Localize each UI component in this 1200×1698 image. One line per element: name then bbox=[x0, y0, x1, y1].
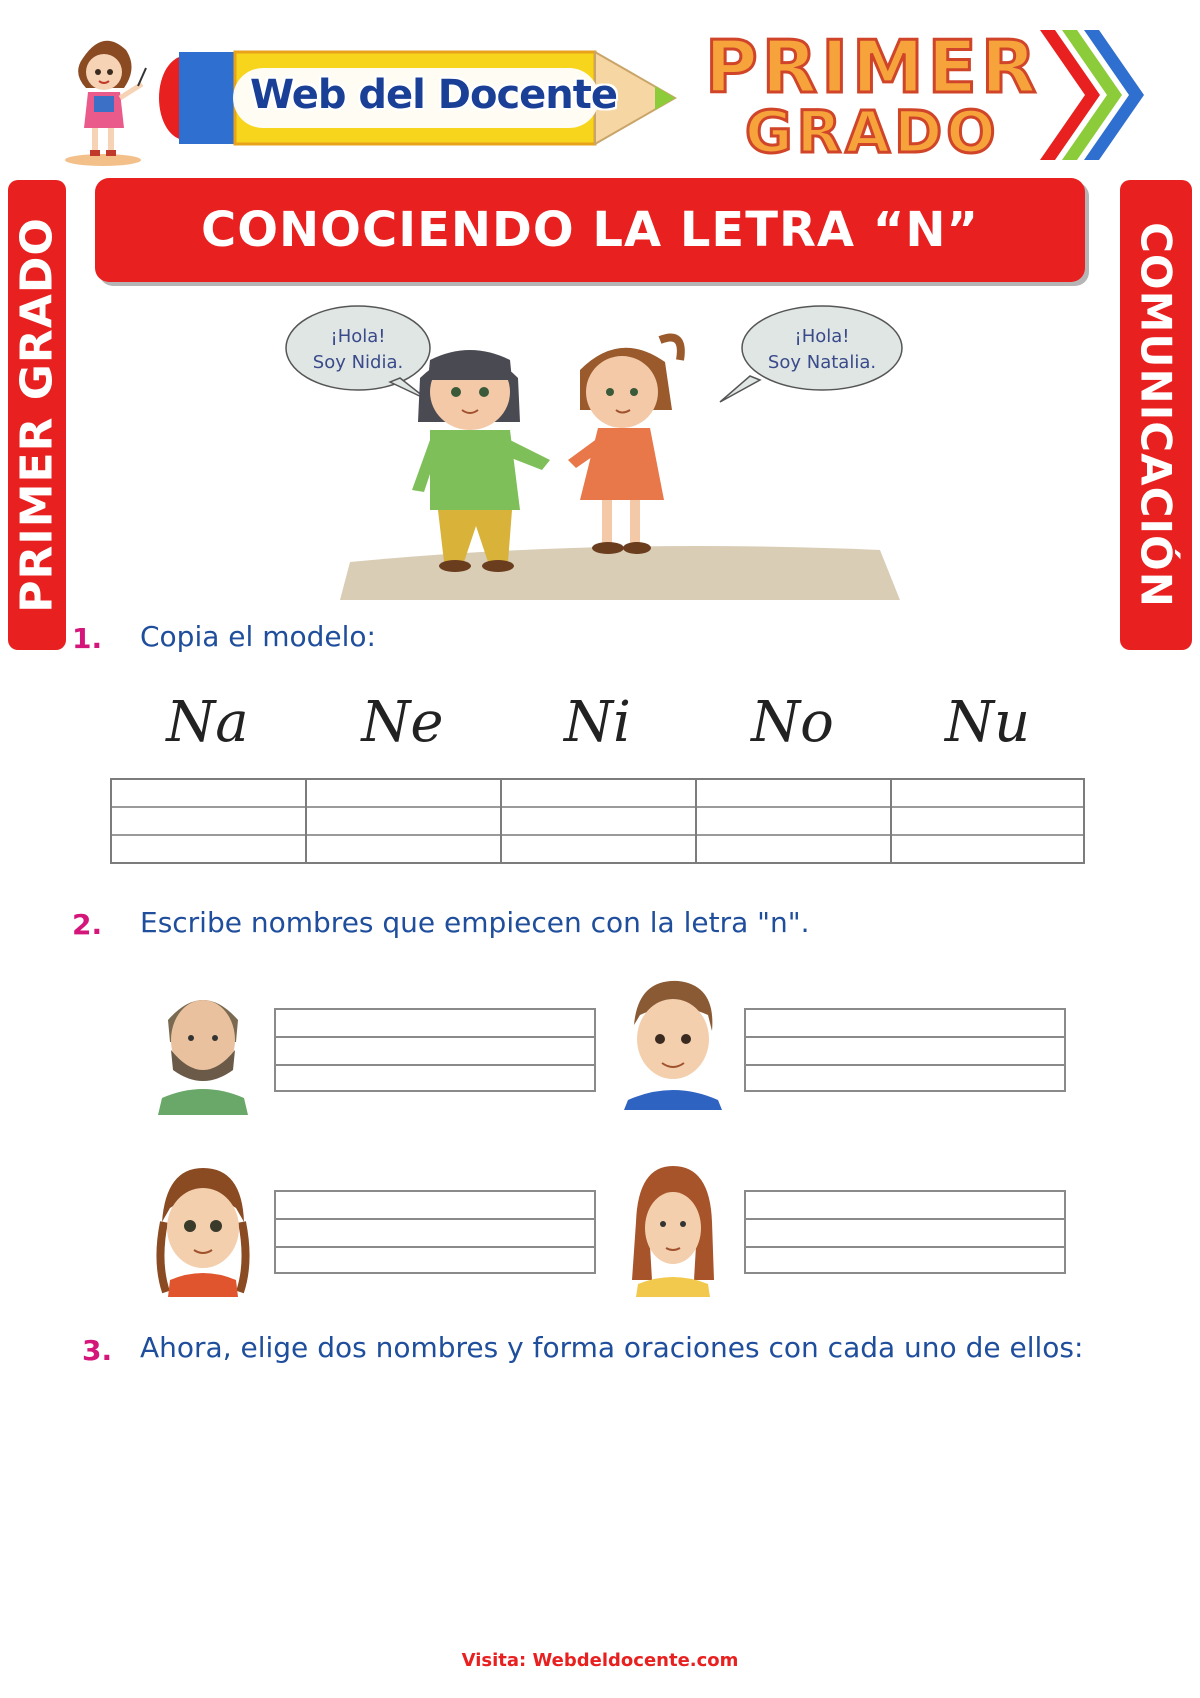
title-banner bbox=[95, 178, 1085, 282]
question-3-text: Ahora, elige dos nombres y forma oraciones con cada uno de ellos: bbox=[140, 1331, 1084, 1364]
writing-line bbox=[746, 1218, 1064, 1220]
copy-writing-grid[interactable] bbox=[110, 778, 1085, 864]
model-syllable-no: No bbox=[751, 690, 834, 755]
grid-divider bbox=[890, 780, 892, 862]
writing-line bbox=[746, 1246, 1064, 1248]
boy-face-illustration bbox=[618, 975, 728, 1110]
writing-line bbox=[276, 1036, 594, 1038]
writing-line bbox=[746, 1036, 1064, 1038]
side-label-subject-text: COMUNICACIÓN bbox=[1131, 222, 1181, 608]
nidia-figure bbox=[412, 350, 550, 572]
grade-label-grado: GRADO bbox=[745, 98, 1000, 166]
question-2-number: 2. bbox=[72, 908, 103, 941]
question-1-text: Copia el modelo: bbox=[140, 620, 376, 653]
writing-line bbox=[276, 1064, 594, 1066]
grid-divider bbox=[500, 780, 502, 862]
girl-long-hair-face-illustration bbox=[618, 1162, 728, 1297]
side-label-grade-text: PRIMER GRADO bbox=[11, 217, 63, 613]
speech-bubble-nidia bbox=[286, 306, 430, 390]
writing-line bbox=[276, 1246, 594, 1248]
name-writing-lines-1[interactable] bbox=[274, 1008, 596, 1092]
writing-line bbox=[276, 1218, 594, 1220]
question-3-number: 3. bbox=[82, 1334, 113, 1367]
side-label-grade bbox=[8, 180, 66, 650]
grid-line bbox=[112, 834, 1083, 836]
girl-braids-face-illustration bbox=[148, 1162, 258, 1297]
grade-label-primer: PRIMER bbox=[705, 25, 1041, 109]
grid-line bbox=[112, 806, 1083, 808]
cursive-model-row bbox=[110, 690, 1085, 770]
question-2-text: Escribe nombres que empiecen con la letra "n". bbox=[140, 906, 810, 939]
page-title: CONOCIENDO LA LETRA “N” bbox=[200, 202, 980, 258]
model-syllable-ni: Ni bbox=[564, 690, 631, 755]
name-writing-lines-2[interactable] bbox=[744, 1008, 1066, 1092]
footer-link[interactable]: Visita: Webdeldocente.com bbox=[461, 1650, 739, 1671]
natalia-figure bbox=[568, 338, 681, 555]
name-writing-lines-4[interactable] bbox=[744, 1190, 1066, 1274]
model-syllable-nu: Nu bbox=[944, 690, 1031, 755]
writing-line bbox=[746, 1064, 1064, 1066]
grid-divider bbox=[695, 780, 697, 862]
speech-bubble-natalia bbox=[742, 306, 902, 390]
brand-name: Web del Docente bbox=[250, 72, 618, 118]
page-header bbox=[0, 0, 1200, 175]
bubble-nidia-line2: Soy Nidia. bbox=[312, 352, 404, 373]
side-label-subject bbox=[1120, 180, 1192, 650]
bubble-natalia-line2: Soy Natalia. bbox=[767, 352, 877, 373]
model-syllable-ne: Ne bbox=[361, 690, 444, 755]
name-writing-lines-3[interactable] bbox=[274, 1190, 596, 1274]
grid-divider bbox=[305, 780, 307, 862]
bubble-natalia-line1: ¡Hola! bbox=[794, 326, 850, 347]
question-1-number: 1. bbox=[72, 622, 103, 655]
model-syllable-na: Na bbox=[166, 690, 249, 755]
teacher-illustration bbox=[58, 28, 148, 168]
bubble-nidia-line1: ¡Hola! bbox=[330, 326, 386, 347]
greeting-scene-illustration bbox=[280, 300, 920, 610]
man-face-illustration bbox=[148, 980, 258, 1115]
